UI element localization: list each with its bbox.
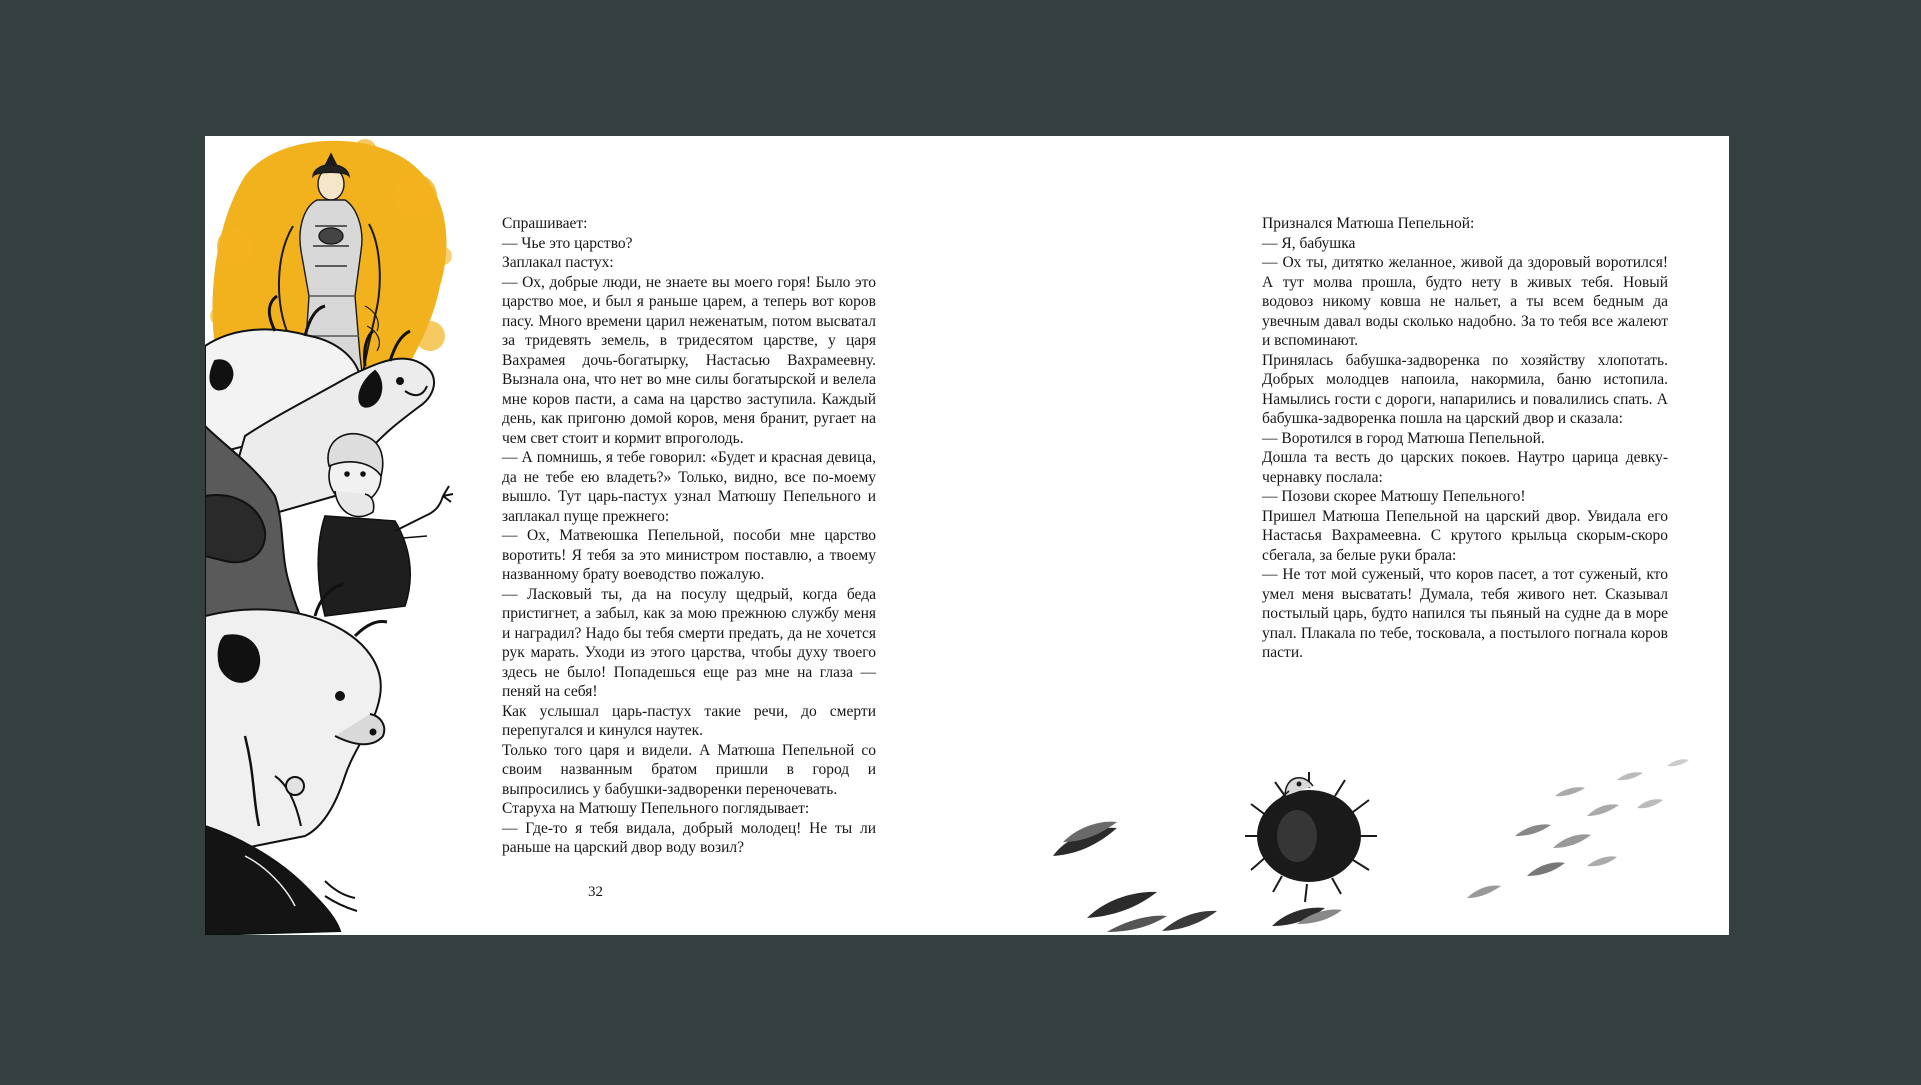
paragraph: — Позови скорее Матюшу Пепельного! [1262, 488, 1526, 505]
paragraph: — Воротился в город Матюша Пепельной. [1262, 429, 1545, 447]
paragraph: Старуха на Матюшу Пепельного поглядывает: [502, 800, 810, 817]
paragraph: — Чье это царство? [502, 234, 633, 252]
paragraph: Заплакал пастух: [502, 254, 614, 271]
left-page-text [502, 214, 876, 858]
left-page [205, 136, 967, 935]
paragraph: Принялась бабушка-задворенка по хозяйству хлопотать. Добрых молодцев напоила, накормила, баню истопила. Намылись гости с дороги, напарились и повалились спать. А бабушка-задворенка пошла на царский двор и сказала: [1262, 351, 1668, 427]
paragraph: Дошла та весть до царских покоев. Наутро царица девку-чернавку послала: [1262, 449, 1668, 486]
paragraph: Как услышал царь-пастух такие речи, до смерти перепугался и кинулся наутек. [502, 702, 876, 739]
flying-leaves [1053, 759, 1689, 932]
paragraph: — Ласковый ты, да на посулу щедрый, когда беда пристигнет, а забыл, как за мою прежнюю службу меня и наградил? Надо бы тебя смерти предать, да не хочется рук марать. Уходи из этого царства, чтобы духу твоего здесь не было! Попадешься еще раз мне на глаза — пеняй на себя! [502, 585, 876, 700]
paragraph: Пришел Матюша Пепельной на царский двор. Увидала его Настасья Вахрамеевна. С крутого крыльца скорым-скоро сбегала, за белые руки брала: [1262, 507, 1668, 564]
right-page [967, 136, 1729, 935]
paragraph: Признался Матюша Пепельной: [1262, 215, 1475, 232]
paragraph: Только того царя и видели. А Матюша Пепельной со своим названным братом пришли в город и выпросились у бабушки-задворенки переночевать. [502, 741, 876, 798]
lower-cows [205, 584, 387, 935]
paragraph: Спрашивает: [502, 215, 588, 232]
paragraph: — Не тот мой суженый, что коров пасет, а тот суженый, кто умел меня высватать! Думала, тебя живого нет. Сказывал постылый царь, будто напился ты пьяный на судне да в море упал. Плакала по тебе, тосковала, а постылого погнала коров пасти. [1262, 566, 1668, 661]
paragraph: — Я, бабушка [1262, 234, 1356, 252]
paragraph: — Ох, Матвеюшка Пепельной, пособи мне царство воротить! Я тебя за это министром поставлю, а твоему названному брату воеводство пожалую. [502, 527, 876, 583]
paragraph: — А помнишь, я тебе говорил: «Будет и красная девица, да не тебе ею владеть?» Только, видно, все по-моему вышло. Тут царь-пастух узнал Матюшу Пепельного и заплакал пуще прежнего: [502, 449, 876, 525]
paragraph: — Ох ты, дитятко желанное, живой да здоровый воротился! А тут молва прошла, будто нету в живых тебя. Новый водовоз никому ковша не нальет, а ты всем бедным да увечным давал воды сколько надобно. За то тебя все жалеют и вспоминают. [1262, 254, 1668, 349]
book-spread [205, 136, 1729, 935]
paragraph: — Где-то я тебя видала, добрый молодец! Не ты ли раньше на царский двор воду возил? [502, 819, 876, 856]
hedgehog-leaves-illustration [967, 136, 1729, 935]
hedgehog-figure [1245, 772, 1377, 902]
paragraph: — Ох, добрые люди, не знаете вы моего горя! Было это царство мое, и был я раньше царем, а теперь вот коров пасу. Много времени царил неженатым, потом высватал за тридевять земель, в тридесятом царстве, у царя Вахрамея дочь-богатырку, Настасью Вахрамеевну. Вызнала она, что нет во мне силы богатырской и велела мне коров пасти, а сама на царство заступила. Каждый день, как пригоню домой коров, меня бранит, ругает на чем свет стоит и кормит впроголодь. [502, 273, 876, 447]
page-number: 32 [588, 884, 603, 900]
old-shepherd-figure [318, 434, 453, 616]
tsarevna-cows-illustration [205, 136, 465, 935]
